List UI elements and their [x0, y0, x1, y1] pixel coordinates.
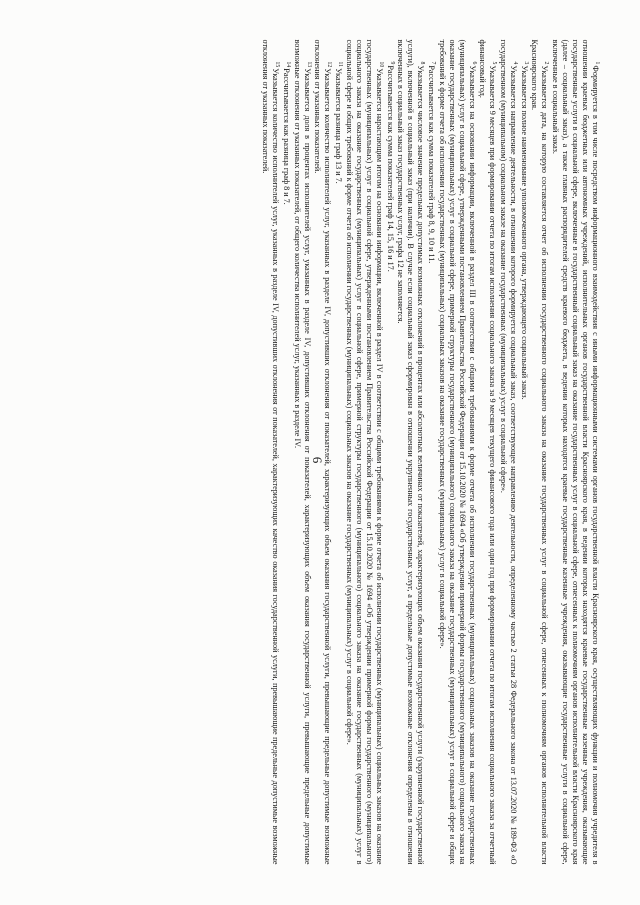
footnote [530, 40, 550, 865]
footnote-marker: 11 [337, 61, 344, 68]
footnote-text: Формируется в том числе посредством информационного взаимодействия с иными информационными системами органов государственной власти Красноярского края, осуществляющих функции и полномочия учредителя в отношении краевых бюджетных или автономных учреждений, исполнительных органов государственной власти Красноярского края, в ведении которых находятся краевые государственные казенные учреждения, оказывающие государственные услуги в социальной сфере, включенные в государственный социальный заказ на оказание государственных услуг в социальной сфере, отнесенных к полномочиям органов исполнительной власти Красноярского края (далее – социальный заказ), а также главных распорядителей средств краевого бюджета, в ведении которых находятся краевые государственные казенные учреждения, оказывающие государственные услуги в социальной сфере, включенные в социальный заказ. [551, 39, 600, 865]
footnote-marker: 12 [326, 61, 333, 68]
footnote-marker: 9 [388, 61, 395, 65]
footnotes-block [260, 40, 600, 865]
footnote [550, 40, 600, 865]
footnote-text: Указывается числовое значение предельных допустимых возможных отклонений в процентах или абсолютных величинах от показателей, характеризующих объем оказания государственной услуги (укрупненной государственной услуги), включенной в социальный заказ (при наличии). В случае если социальный заказ сформирован в отношении укрупненных государственных услуг, а предельные допустимые возможные отклонения определены в отношении включенных в социальный заказ государственных услуг, графа 12 не заполняется. [396, 39, 426, 865]
footnote-marker: 10 [377, 61, 384, 68]
footnote-text: Рассчитывается как сумма показателей граф 8, 9, 10 и 11. [426, 65, 436, 264]
footnote [292, 40, 312, 865]
footnote [498, 40, 518, 865]
footnote-text: Указывается разница граф 13 и 7. [334, 68, 344, 184]
footnote-marker: 1 [594, 61, 600, 65]
footnote-marker: 14 [285, 61, 292, 68]
footnote-text: Указывается количество исполнителей услуг, указанных в разделе IV, допустивших отклонения от показателей, характеризующих объем оказания государственной услуги, превышающие предельные допустимые возможные отклонения от указанных показателей. [313, 39, 333, 865]
footnote-marker: 5 [491, 61, 498, 65]
footnote [313, 40, 333, 865]
footnote [385, 40, 395, 865]
footnote-marker: 13 [305, 61, 312, 68]
footnote [395, 40, 425, 865]
footnote [477, 40, 497, 865]
rotated-content [40, 40, 600, 865]
footnote [333, 40, 343, 865]
footnote-marker: 4 [511, 61, 518, 65]
footnote-marker: 3 [522, 61, 529, 65]
footnote [437, 40, 477, 865]
footnote-text: Указывается полное наименование уполномоченного органа, утверждающего социальный заказ. [519, 65, 529, 400]
footnote-text: Указывается 9 месяцев при формировании отчета по итогам исполнения социального заказа за 9 месяцев текущего финансового года или один год при формировании отчета по итогам исполнения социального заказа за отчетный финансовый год. [478, 39, 498, 865]
footnote-text: Рассчитывается как сумма показателей граф 14, 15, 16 и 17. [385, 65, 395, 272]
footnote-text: Указывается нарастающим итогом на основании информации, включенной в раздел IV в соответствии с общими требованиями к форме отчета об исполнении государственных (муниципальных) социальных заказов на оказание государственных (муниципальных) услуг в социальной сфере, утвержденными постановлением Правительства Российской Федерации от 15.10.2020 № 1694 «Об утверждении примерной формы государственного (муниципального) социального заказа на оказание государственных (муниципальных) услуг в социальной сфере, примерной структуры государственного (муниципального) социального заказа на оказание государственных (муниципальных) услуг в социальной сфере и общих требований к форме отчета об исполнении государственных (муниципальных) социальных заказов на оказание государственных (муниципальных) услуг в социальной сфере». [344, 39, 384, 865]
footnote [260, 40, 280, 865]
footnote [426, 40, 436, 865]
footnote [344, 40, 384, 865]
footnote-text: Указывается на основании информации, включенной в раздел III в соответствии с общими требованиями к форме отчета об исполнении государственных (муниципальных) социальных заказов на оказание государственных (муниципальных) услуг в социальной сфере, утвержденными постановлением Правительства Российской Федерации от 15.10.2020 № 1694 «Об утверждении примерной формы государственного (муниципального) социального заказа на оказание государственных (муниципальных) услуг в социальной сфере, примерной структуры государственного (муниципального) социального заказа на оказание государственных (муниципальных) услуг в социальной сфере и общих требований к форме отчета об исполнении государственных (муниципальных) социальных заказов на оказание государственных (муниципальных) услуг в социальной сфере». [437, 39, 477, 865]
footnote-marker: 8 [419, 61, 426, 65]
footnote-text: Указывается направление деятельности, в отношении которого формируется социальный заказ, соответствующее направлению деятельности, определенному частью 2 статьи 28 Федерального закона от 13.07.2020 № 189-ФЗ «О государственном (муниципальном) социальном заказе на оказание государственных (муниципальных) услуг в социальной сфере». [499, 39, 518, 865]
footnote-marker: 7 [429, 61, 436, 65]
footnote-text: Указывается доля в процентах исполнителей услуг, указанных в разделе IV, допустивших отклонения от показателей, характеризующих объем оказания государственной услуги, превышающие предельные допустимые возможные отклонения от указанных показателей, от общего количества исполнителей услуг, указанных в разделе IV. [292, 39, 312, 865]
footnote [281, 40, 291, 865]
footnote-text: Рассчитывается как разница граф 8 и 7. [282, 68, 292, 205]
footnote-marker: 6 [470, 61, 477, 65]
footnote [519, 40, 529, 865]
footnote-text: Указывается количество исполнителей услуг, указанных в разделе IV, допустивших отклонения от показателей, характеризующих качество оказания государственной услуги, превышающие предельные допустимые возможные отклонения от указанных показателей. [261, 39, 281, 865]
page-number: 6 [310, 456, 325, 464]
footnote-text: Указывается дата, на которую составляется отчет об исполнении государственного социального заказа на оказание государственных услуг в социальной сфере, отнесенных к полномочиям органов исполнительной власти Красноярского края. [530, 39, 550, 865]
footnote-marker: 2 [543, 61, 550, 65]
footnote-marker: 15 [274, 61, 281, 68]
